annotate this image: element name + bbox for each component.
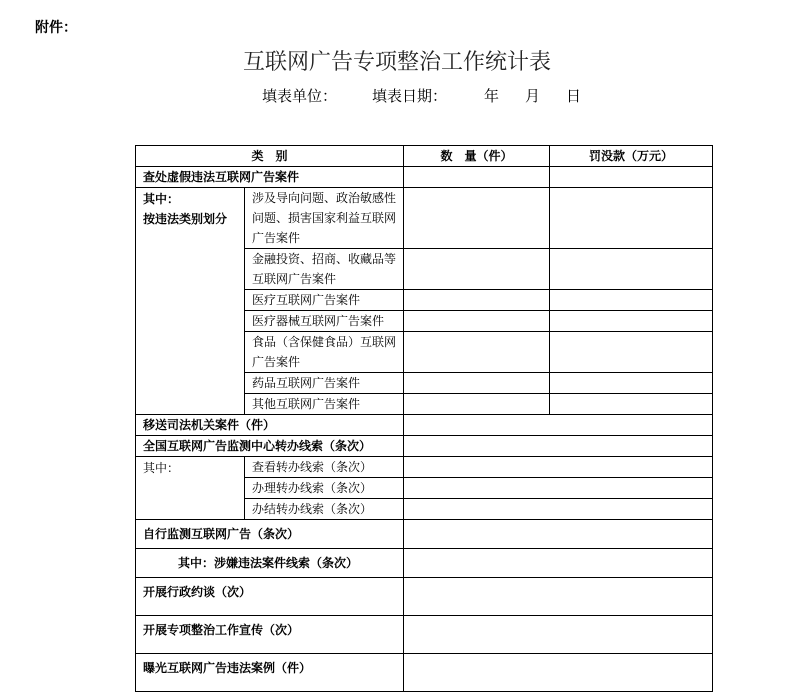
cell-quantity[interactable]	[404, 332, 550, 373]
page-title: 互联网广告专项整治工作统计表	[242, 50, 551, 75]
cell-fine[interactable]	[550, 311, 713, 332]
table-row	[136, 457, 713, 478]
cell-quantity[interactable]	[404, 394, 550, 415]
cell-fine[interactable]	[550, 188, 713, 249]
cell-value[interactable]	[404, 478, 713, 499]
cell-quantity[interactable]	[404, 373, 550, 394]
row-self-monitor-label: 自行监测互联网广告（条次）	[136, 520, 404, 549]
table-row	[136, 167, 713, 188]
by-type-group-label	[136, 188, 245, 415]
table-row	[136, 520, 713, 549]
cell-quantity[interactable]	[404, 249, 550, 290]
cell-quantity[interactable]	[404, 290, 550, 311]
table-row	[136, 188, 713, 249]
fill-date-label: 填表日期：	[372, 87, 448, 105]
col-fine-header: 罚没款（万元）	[550, 146, 713, 167]
sub-political-label: 涉及导向问题、政治敏感性问题、损害国家利益互联网广告案件	[245, 188, 404, 249]
cell-value[interactable]	[404, 654, 713, 692]
table-row	[136, 415, 713, 436]
table-row	[136, 436, 713, 457]
sub-handle-label: 办理转办线索（条次）	[245, 478, 404, 499]
cell-value[interactable]	[404, 415, 713, 436]
table-row	[136, 578, 713, 616]
cell-fine[interactable]	[550, 394, 713, 415]
cell-value[interactable]	[404, 549, 713, 578]
table-row	[136, 616, 713, 654]
of-which-label: 其中：	[143, 192, 180, 206]
cell-fine[interactable]	[550, 332, 713, 373]
cell-quantity[interactable]	[404, 167, 550, 188]
cell-value[interactable]	[404, 578, 713, 616]
sub-finance-label: 金融投资、招商、收藏品等互联网广告案件	[245, 249, 404, 290]
cell-fine[interactable]	[550, 373, 713, 394]
row-transfer-label: 移送司法机关案件（件）	[136, 415, 404, 436]
sub-view-label: 查看转办线索（条次）	[245, 457, 404, 478]
col-quantity-header: 数 量（件）	[404, 146, 550, 167]
sub-device-label: 医疗器械互联网广告案件	[245, 311, 404, 332]
sub-close-label: 办结转办线索（条次）	[245, 499, 404, 520]
month-label: 月	[525, 87, 541, 105]
row-false-ads-label: 查处虚假违法互联网广告案件	[136, 167, 404, 188]
row-admin-talk-label: 开展行政约谈（次）	[136, 578, 404, 616]
year-label: 年	[484, 87, 500, 105]
row-suspected-label: 其中：涉嫌违法案件线索（条次）	[136, 549, 404, 578]
cell-value[interactable]	[404, 499, 713, 520]
cell-quantity[interactable]	[404, 311, 550, 332]
cell-value[interactable]	[404, 457, 713, 478]
by-type-label: 按违法类别划分	[143, 212, 228, 226]
sub-medical-label: 医疗互联网广告案件	[245, 290, 404, 311]
cell-value[interactable]	[404, 436, 713, 457]
cell-value[interactable]	[404, 520, 713, 549]
fill-unit-label: 填表单位：	[262, 87, 338, 105]
table-header-row	[136, 146, 713, 167]
cell-fine[interactable]	[550, 167, 713, 188]
attachment-label: 附件：	[35, 20, 77, 36]
of-which-plain-label: 其中：	[136, 457, 245, 520]
row-expose-label: 曝光互联网广告违法案例（件）	[136, 654, 404, 692]
day-label: 日	[566, 87, 582, 105]
cell-quantity[interactable]	[404, 188, 550, 249]
col-category-header: 类 别	[136, 146, 404, 167]
table-row	[136, 549, 713, 578]
sub-drug-label: 药品互联网广告案件	[245, 373, 404, 394]
table-row	[136, 654, 713, 692]
sub-other-label: 其他互联网广告案件	[245, 394, 404, 415]
sub-food-label: 食品（含保健食品）互联网广告案件	[245, 332, 404, 373]
row-publicity-label: 开展专项整治工作宣传（次）	[136, 616, 404, 654]
statistics-table	[135, 145, 713, 692]
cell-value[interactable]	[404, 616, 713, 654]
cell-fine[interactable]	[550, 249, 713, 290]
row-center-label: 全国互联网广告监测中心转办线索（条次）	[136, 436, 404, 457]
cell-fine[interactable]	[550, 290, 713, 311]
